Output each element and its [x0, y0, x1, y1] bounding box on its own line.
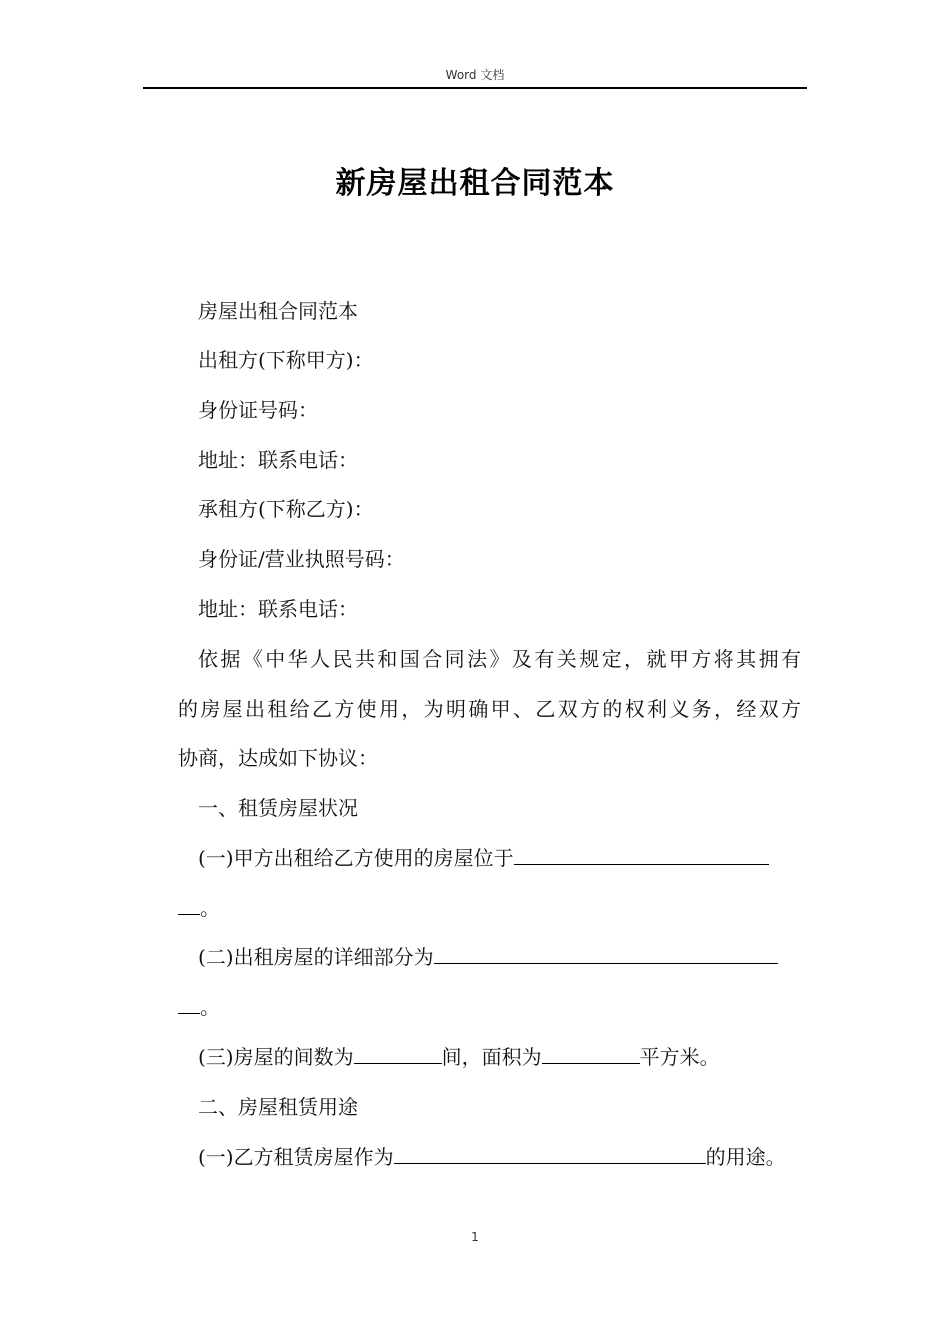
line-text: 地址：联系电话： [198, 597, 358, 621]
paragraph [0, 396, 950, 424]
paragraph [0, 894, 950, 922]
line-text: (二)出租房屋的详细部分为 [198, 945, 434, 969]
paragraph [178, 695, 803, 723]
line-text: 承租方(下称乙方)： [198, 497, 374, 521]
page-header: Word 文档 [445, 68, 505, 82]
line-text: 。 [200, 896, 220, 920]
header-rule [143, 87, 807, 89]
paragraph [0, 844, 950, 872]
line-text: 地址：联系电话： [198, 448, 358, 472]
line-text: 协商，达成如下协议： [178, 746, 378, 770]
document-title: 新房屋出租合同范本 [335, 166, 615, 201]
paragraph [0, 495, 950, 523]
line-text: 身份证号码： [198, 398, 318, 422]
fill-in-blank [394, 1143, 706, 1164]
line-text: 出租方(下称甲方)： [198, 348, 374, 372]
line-text: 。 [200, 995, 220, 1019]
paragraph [198, 645, 803, 673]
line-text: 平方米。 [639, 1045, 720, 1069]
paragraph [0, 1143, 950, 1171]
fill-in-blank [514, 844, 769, 865]
line-text: 的用途。 [705, 1145, 786, 1169]
line-text: (一)甲方出租给乙方使用的房屋位于 [198, 846, 514, 870]
page-number: 1 [471, 1230, 479, 1244]
line-text: (一)乙方租赁房屋作为 [198, 1145, 394, 1169]
paragraph [0, 545, 950, 573]
section-heading [0, 794, 950, 822]
fill-in-blank [434, 943, 778, 964]
line-text: 身份证/营业执照号码： [198, 547, 405, 571]
paragraph [0, 993, 950, 1021]
paragraph [0, 297, 950, 325]
paragraph [0, 1043, 950, 1071]
line-text: 二、房屋租赁用途 [198, 1095, 358, 1119]
line-text: 的房屋出租给乙方使用，为明确甲、乙双方的权利义务，经双方 [178, 697, 801, 721]
line-text: 房屋出租合同范本 [198, 299, 358, 323]
section-heading [0, 1093, 950, 1121]
line-text: (三)房屋的间数为 [198, 1045, 354, 1069]
fill-in-blank [542, 1043, 640, 1064]
fill-in-blank [178, 894, 200, 915]
paragraph [0, 446, 950, 474]
line-text: 一、租赁房屋状况 [198, 796, 358, 820]
line-text: 间，面积为 [441, 1045, 542, 1069]
line-text: 依据《中华人民共和国合同法》及有关规定，就甲方将其拥有 [198, 647, 801, 671]
paragraph [0, 346, 950, 374]
fill-in-blank [354, 1043, 442, 1064]
fill-in-blank [178, 993, 200, 1014]
paragraph [0, 943, 950, 971]
paragraph [0, 595, 950, 623]
paragraph [0, 744, 950, 772]
